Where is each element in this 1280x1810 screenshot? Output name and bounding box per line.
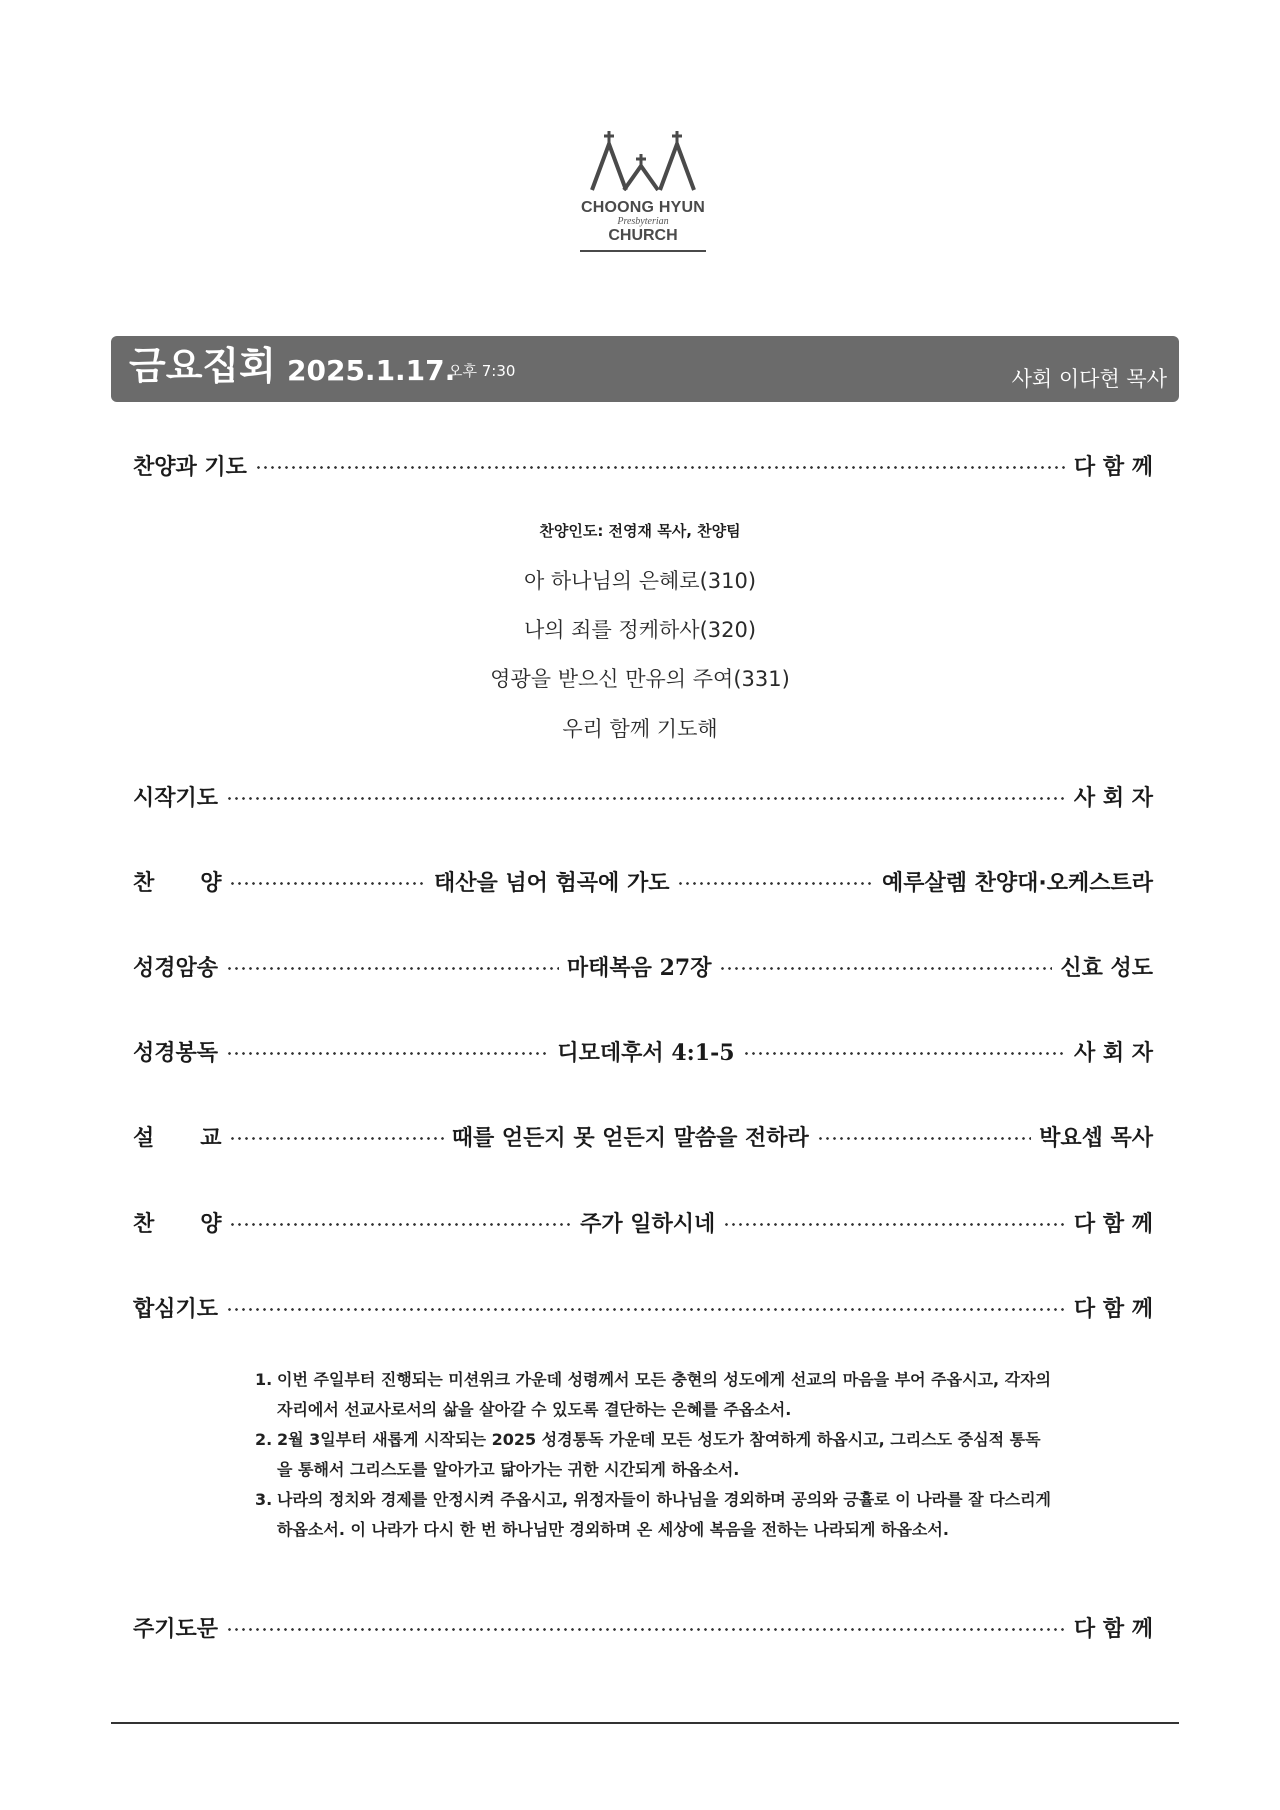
dot-leader: [723, 1223, 1066, 1226]
dot-leader: [229, 1137, 443, 1140]
prayer-number: 3.: [255, 1490, 273, 1509]
order-row-closing-hymn: [133, 1202, 1153, 1242]
order-label: 주기도문: [133, 1616, 219, 1642]
logo-underline: [580, 250, 706, 252]
dot-leader: [229, 882, 426, 885]
order-label: 찬양과 기도: [133, 454, 247, 480]
logo-text-top: CHOONG HYUN: [581, 199, 705, 216]
prayer-number: 2.: [255, 1430, 273, 1449]
dot-leader: [226, 967, 559, 970]
service-time: 오후 7:30: [448, 362, 516, 380]
song-item: 우리 함께 기도해: [562, 717, 718, 741]
dot-leader: [743, 1052, 1066, 1055]
order-person: 다 함 께: [1073, 1211, 1153, 1237]
prayer-number: 1.: [255, 1370, 273, 1389]
prayer-topic: [255, 1485, 1055, 1545]
order-person: 사 회 자: [1073, 785, 1153, 811]
order-person: 다 함 께: [1073, 1616, 1153, 1642]
order-person: 박요셉 목사: [1039, 1125, 1153, 1151]
order-row-hymn: [133, 861, 1153, 901]
church-towers-icon: [590, 130, 696, 194]
order-person: 사 회 자: [1073, 1040, 1154, 1066]
order-content: 디모데후서 4:1-5: [557, 1039, 735, 1066]
dot-leader: [229, 1223, 572, 1226]
order-content: 태산을 넘어 험곡에 가도: [433, 870, 670, 896]
order-person: 다 함 께: [1073, 1296, 1153, 1322]
order-row-lords-prayer: [133, 1607, 1153, 1647]
song-item: 영광을 받으신 만유의 주여(331): [490, 667, 790, 691]
bottom-divider: [111, 1722, 1179, 1724]
dot-leader: [677, 882, 874, 885]
prayer-topic: [255, 1425, 1055, 1485]
order-person: 다 함 께: [1073, 454, 1153, 480]
prayer-topic: [255, 1365, 1055, 1425]
order-row-scripture-recitation: [133, 946, 1153, 986]
order-label: 찬 양: [133, 1211, 222, 1237]
order-row-worship: [133, 445, 1153, 485]
order-person: 신효 성도: [1060, 955, 1154, 981]
service-title: 금요집회: [129, 344, 276, 388]
service-date: 2025.1.17.: [287, 354, 456, 387]
order-label: 찬 양: [133, 870, 222, 896]
order-label: 성경봉독: [133, 1040, 219, 1066]
service-leader: 사회 이다현 목사: [1011, 367, 1167, 391]
dot-leader: [817, 1137, 1031, 1140]
dot-leader: [226, 1628, 1066, 1631]
order-content: 주가 일하시네: [580, 1211, 716, 1237]
prayer-text: 이번 주일부터 진행되는 미션위크 가운데 성령께서 모든 충현의 성도에게 선교의 마음을 부어 주옵시고, 각자의 자리에서 선교사로서의 삶을 살아갈 수 있도록 결단하는 은혜를 주옵소서.: [277, 1370, 1052, 1419]
prayer-topics-list: [255, 1365, 1055, 1545]
song-item: 아 하나님의 은혜로(310): [523, 569, 757, 593]
song-item: 나의 죄를 정케하사(320): [523, 618, 757, 642]
order-row-united-prayer: [133, 1287, 1153, 1327]
church-logo: [578, 130, 708, 254]
dot-leader: [255, 466, 1066, 469]
dot-leader: [226, 1308, 1066, 1311]
dot-leader: [226, 1052, 549, 1055]
prayer-text: 2월 3일부터 새롭게 시작되는 2025 성경통독 가운데 모든 성도가 참여하게 하옵시고, 그리스도 중심적 통독을 통해서 그리스도를 알아가고 닮아가는 귀한 시간되게 하옵소서.: [277, 1430, 1041, 1479]
dot-leader: [719, 967, 1052, 970]
service-header-bar: [111, 336, 1179, 402]
order-person: 예루살렘 찬양대·오케스트라: [881, 870, 1154, 896]
order-label: 성경암송: [133, 955, 219, 981]
order-label: 합심기도: [133, 1296, 219, 1322]
worship-leader-line: 찬양인도: 전영재 목사, 찬양팀: [539, 522, 741, 540]
order-content: 마태복음 27장: [566, 954, 712, 981]
order-row-sermon: [133, 1116, 1153, 1156]
order-label: 설 교: [133, 1125, 222, 1151]
dot-leader: [226, 797, 1066, 800]
order-row-opening-prayer: [133, 776, 1153, 816]
logo-text-bottom: CHURCH: [608, 227, 678, 244]
order-row-scripture-reading: [133, 1031, 1153, 1071]
prayer-text: 나라의 정치와 경제를 안정시켜 주옵시고, 위정자들이 하나님을 경외하며 공의와 긍휼로 이 나라를 잘 다스리게 하옵소서. 이 나라가 다시 한 번 하나님만 경외하며 온 세상에 복음을 전하는 나라되게 하옵소서.: [277, 1490, 1052, 1539]
order-content: 때를 얻든지 못 얻든지 말씀을 전하라: [451, 1125, 809, 1151]
order-label: 시작기도: [133, 785, 219, 811]
logo-text-middle: Presbyterian: [617, 216, 669, 227]
